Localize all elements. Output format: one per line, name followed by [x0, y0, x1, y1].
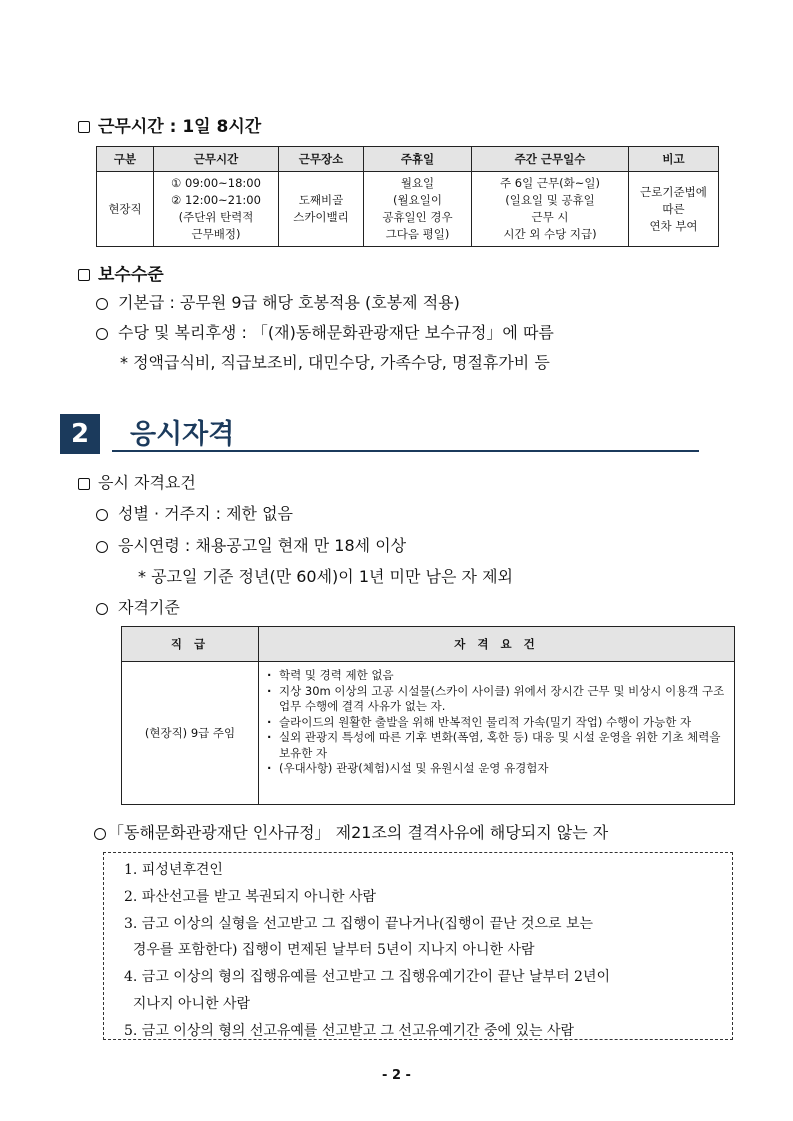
square-bullet-icon [78, 478, 90, 490]
pay-note: * 정액급식비, 직급보조비, 대민수당, 가족수당, 명절휴가비 등 [120, 353, 550, 372]
circle-bullet-icon [96, 298, 108, 310]
list-item: · 슬라이드의 원활한 출발을 위해 반복적인 물리적 가속(밀기 작업) 수행이 가능한 자 [265, 715, 730, 731]
section-divider [112, 450, 699, 452]
list-item: 4. 금고 이상의 형의 집행유예를 선고받고 그 집행유예기간이 끝난 날부터 2년이 [124, 969, 611, 986]
age-note: * 공고일 기준 정년(만 60세)이 1년 미만 남은 자 제외 [138, 567, 514, 586]
section-title: 응시자격 [130, 419, 235, 450]
list-item: 지나지 아니한 사람 [124, 995, 250, 1012]
list-item: 1. 피성년후견인 [124, 862, 223, 878]
criteria-table [121, 626, 735, 805]
header-cell: 직 급 [122, 627, 259, 662]
list-item: 3. 금고 이상의 실형을 선고받고 그 집행이 끝나거나(집행이 끝난 것으로 보는 [124, 915, 594, 932]
eligibility-subheading: 응시 자격요건 [78, 470, 196, 493]
square-bullet-icon [78, 269, 90, 281]
eligibility-item: 성별 · 거주지 : 제한 없음 [96, 501, 293, 524]
header-cell: 자 격 요 건 [259, 627, 735, 662]
circle-bullet-icon [96, 541, 108, 553]
hours-cell: ① 09:00~18:00 ② 12:00~21:00 (주단위 탄력적 근무배정) [154, 172, 279, 247]
list-item: · 학력 및 경력 제한 없음 [265, 668, 730, 684]
eligibility-item: 응시연령 : 채용공고일 현재 만 18세 이상 [96, 533, 406, 556]
list-item: 2. 파산선고를 받고 복권되지 아니한 사람 [124, 888, 376, 905]
header-cell: 근무시간 [154, 147, 279, 172]
header-cell: 근무장소 [279, 147, 364, 172]
work-hours-table [96, 146, 719, 247]
header-cell: 구분 [97, 147, 154, 172]
circle-bullet-icon [94, 828, 106, 840]
rank-cell: (현장직) 9급 주임 [122, 662, 259, 805]
table-row [97, 172, 719, 247]
disqualification-heading: 「동해문화관광재단 인사규정」 제21조의 결격사유에 해당되지 않는 자 [94, 820, 608, 843]
table-header-row [97, 147, 719, 172]
criteria-label: 자격기준 [96, 595, 180, 618]
list-item: · 실외 관광지 특성에 따른 기후 변화(폭염, 혹한 등) 대응 및 시설 운영을 위한 기초 체력을 보유한 자 [265, 730, 730, 761]
circle-bullet-icon [96, 509, 108, 521]
circle-bullet-icon [96, 328, 108, 340]
header-cell: 비고 [629, 147, 719, 172]
page-number: - 2 - [382, 1068, 411, 1083]
list-item: 5. 금고 이상의 형의 선고유예를 선고받고 그 선고유예기간 중에 있는 사람 [124, 1022, 575, 1039]
note-cell: 근로기준법에 따른 연차 부여 [629, 172, 719, 247]
disqualification-box [103, 852, 733, 1040]
pay-item: 수당 및 복리후생 : 「(재)동해문화관광재단 보수규정」에 따름 [96, 320, 554, 343]
holiday-cell: 월요일 (월요일이 공휴일인 경우 그다음 평일) [364, 172, 472, 247]
requirements-cell [259, 662, 735, 805]
work-days-cell: 주 6일 근무(화~일) (일요일 및 공휴일 근무 시 시간 외 수당 지급) [472, 172, 629, 247]
header-cell: 주간 근무일수 [472, 147, 629, 172]
category-cell: 현장직 [97, 172, 154, 247]
pay-heading: 보수수준 [78, 260, 164, 285]
place-cell: 도째비골 스카이밸리 [279, 172, 364, 247]
table-header-row [122, 627, 735, 662]
header-cell: 주휴일 [364, 147, 472, 172]
list-item: · (우대사항) 관광(체험)시설 및 유원시설 운영 유경험자 [265, 761, 730, 777]
work-hours-heading: 근무시간 : 1일 8시간 [78, 112, 261, 137]
square-bullet-icon [78, 121, 90, 133]
circle-bullet-icon [96, 603, 108, 615]
table-row [122, 662, 735, 805]
list-item: · 지상 30m 이상의 고공 시설물(스카이 사이클) 위에서 장시간 근무 및 비상시 이용객 구조 업무 수행에 결격 사유가 없는 자. [265, 684, 730, 715]
list-item: 경우를 포함한다) 집행이 면제된 날부터 5년이 지나지 아니한 사람 [124, 942, 535, 959]
section-number-badge: 2 [60, 414, 100, 454]
pay-item: 기본급 : 공무원 9급 해당 호봉적용 (호봉제 적용) [96, 290, 460, 313]
